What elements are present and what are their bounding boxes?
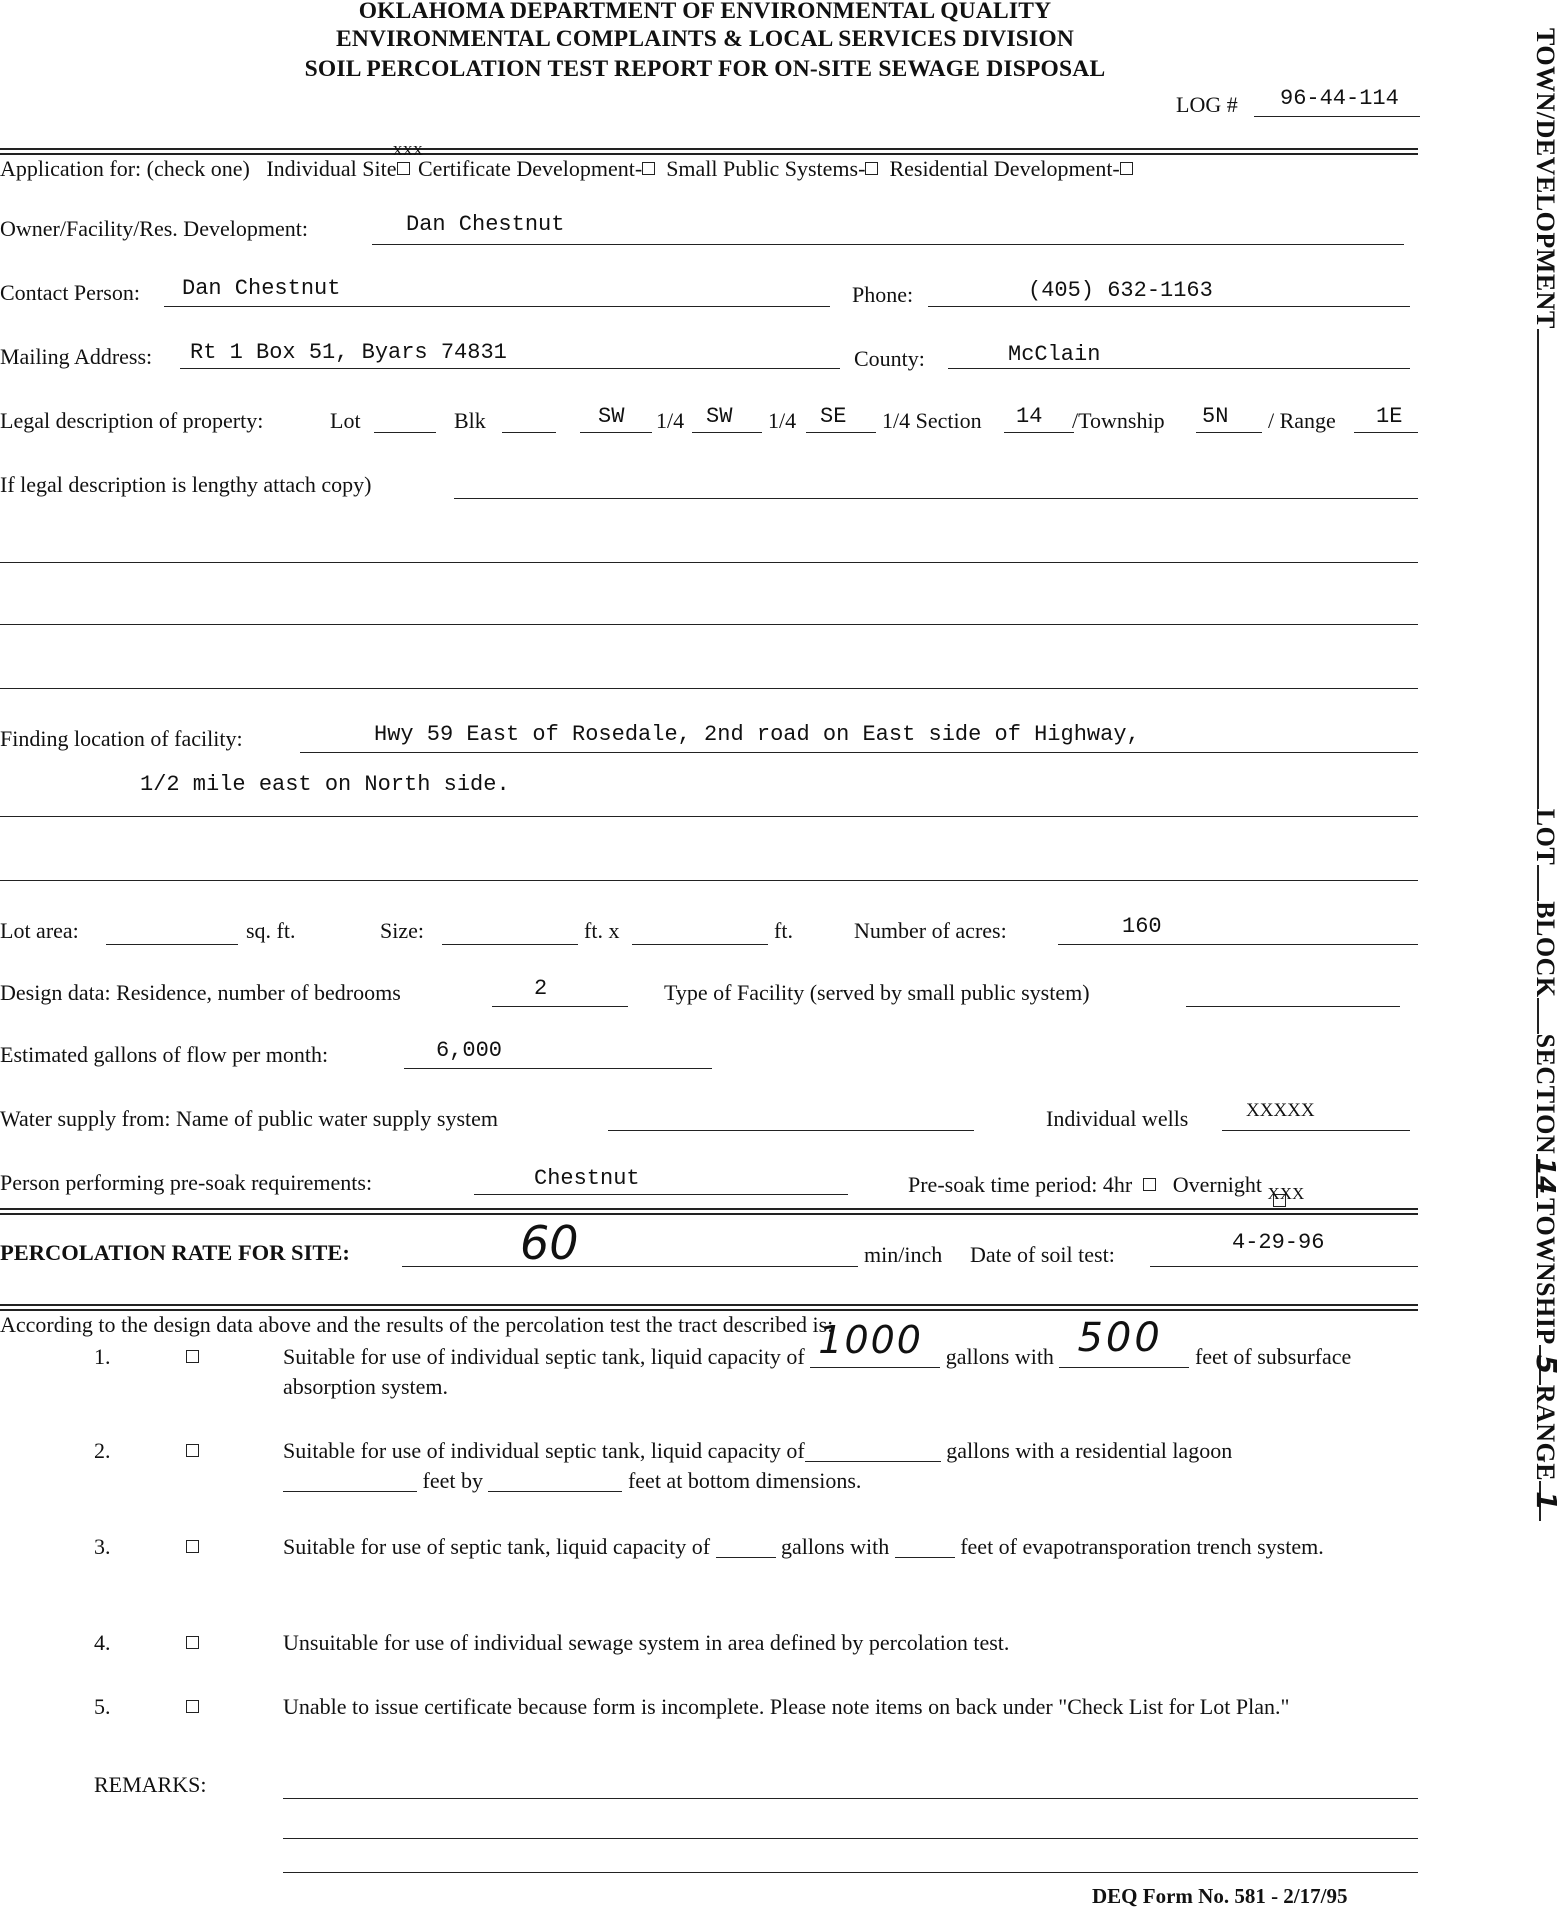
flow-line: [404, 1068, 712, 1069]
soil-date-line: [1150, 1266, 1418, 1267]
township-line: [1196, 432, 1262, 433]
remarks-line-3: [283, 1872, 1418, 1873]
side-lot-label: LOT: [1531, 808, 1560, 866]
side-section-value: 14: [1530, 1157, 1560, 1195]
county-label: County:: [854, 346, 925, 371]
perc-line: [402, 1266, 858, 1267]
county-value[interactable]: McClain: [1008, 342, 1101, 367]
result-1-b: gallons with: [945, 1344, 1054, 1369]
size-width-line: [442, 944, 578, 945]
result-5-text: [283, 1692, 1418, 1722]
soil-date-value[interactable]: 4-29-96: [1232, 1230, 1325, 1255]
quarter-3-line: [806, 432, 876, 433]
range-line: [1354, 432, 1418, 433]
result-4-a: Unsuitable for use of individual sewage system in area defined by percolation test.: [283, 1630, 1010, 1655]
remarks-line-1: [283, 1798, 1418, 1799]
bedrooms-line: [492, 1006, 628, 1007]
quarter-2-value[interactable]: SW: [706, 404, 733, 429]
result-2-text: [283, 1436, 1418, 1496]
size-length-line: [632, 944, 768, 945]
agency-name: OKLAHOMA DEPARTMENT OF ENVIRONMENTAL QUALITY: [358, 0, 1052, 24]
result-2-number: 2.: [94, 1438, 111, 1463]
result-4-text: [283, 1628, 1418, 1658]
lot-area-line: [106, 944, 238, 945]
residential-label: Residential Development-: [889, 156, 1120, 181]
lengthy-line-3: [0, 624, 1418, 625]
result-4-number: 4.: [94, 1630, 111, 1655]
mailing-label: Mailing Address:: [0, 344, 153, 369]
result-1-a: Suitable for use of individual septic tank, liquid capacity of: [283, 1344, 805, 1369]
acres-label: Number of acres:: [854, 918, 1007, 943]
quarter-1-value[interactable]: SW: [598, 404, 625, 429]
range-label: / Range: [1268, 408, 1336, 433]
section-label: 1/4 Section: [882, 408, 982, 433]
result-5-checkbox[interactable]: [186, 1700, 199, 1713]
lot-line: [374, 432, 436, 433]
side-index: [1530, 28, 1563, 1521]
presoak-line: [474, 1194, 848, 1195]
result-1-tank-value[interactable]: 1000: [818, 1318, 923, 1362]
finding-label: Finding location of facility:: [0, 726, 243, 751]
result-3-feet-line: [895, 1537, 955, 1558]
side-town-line: [1537, 329, 1561, 809]
mailing-line: [180, 368, 840, 369]
finding-line-2: [0, 816, 1418, 817]
presoak-value[interactable]: Chestnut: [534, 1166, 640, 1191]
lengthy-line-2: [0, 562, 1418, 563]
header-rule: [0, 148, 1418, 155]
side-range-line: [1530, 1481, 1563, 1521]
phone-value[interactable]: (405) 632-1163: [1028, 278, 1213, 303]
finding-value-1[interactable]: Hwy 59 East of Rosedale, 2nd road on East side of Highway,: [374, 722, 1140, 747]
facility-line: [1186, 1006, 1400, 1007]
remarks-label: REMARKS:: [94, 1772, 207, 1797]
presoak-4hr-checkbox[interactable]: [1143, 1178, 1156, 1191]
phone-line: [928, 306, 1410, 307]
log-number[interactable]: 96-44-114: [1280, 86, 1399, 111]
result-5-a: Unable to issue certificate because form is incomplete. Please note items on back under "Check List for Lot Plan.": [283, 1694, 1290, 1719]
side-range-label: RANGE: [1531, 1384, 1560, 1482]
result-5-number: 5.: [94, 1694, 111, 1719]
legal-label: Legal description of property:: [0, 408, 264, 433]
facility-label: Type of Facility (served by small public system): [664, 980, 1090, 1005]
perc-label: PERCOLATION RATE FOR SITE:: [0, 1240, 350, 1265]
range-value[interactable]: 1E: [1376, 404, 1403, 429]
township-label: /Township: [1072, 408, 1165, 433]
water-label: Water supply from: Name of public water supply system: [0, 1106, 499, 1131]
phone-label: Phone:: [852, 282, 914, 307]
contact-line: [164, 306, 830, 307]
bedrooms-value[interactable]: 2: [534, 976, 548, 1001]
side-lot-line: [1537, 865, 1561, 901]
result-2-c: feet by: [422, 1468, 483, 1493]
form-number: DEQ Form No. 581 - 2/17/95: [1092, 1884, 1348, 1908]
flow-value[interactable]: 6,000: [436, 1038, 503, 1063]
result-3-checkbox[interactable]: [186, 1540, 199, 1553]
owner-label: Owner/Facility/Res. Development:: [0, 216, 308, 241]
quarter-2-label: 1/4: [768, 408, 797, 433]
lot-label: Lot: [330, 408, 361, 433]
contact-label: Contact Person:: [0, 280, 140, 305]
log-label: LOG #: [1176, 92, 1238, 117]
owner-line: [372, 244, 1404, 245]
side-block-label: BLOCK: [1531, 901, 1560, 998]
lengthy-label: If legal description is lengthy attach copy): [0, 472, 372, 497]
blk-label: Blk: [454, 408, 486, 433]
owner-value[interactable]: Dan Chestnut: [406, 212, 565, 237]
finding-value-2[interactable]: 1/2 mile east on North side.: [140, 772, 510, 797]
township-value[interactable]: 5N: [1202, 404, 1229, 429]
ft-label: ft.: [774, 918, 793, 943]
county-line: [948, 368, 1410, 369]
finding-line-3: [0, 880, 1418, 881]
result-2-width-line: [488, 1471, 622, 1492]
quarter-1-line: [580, 432, 652, 433]
result-3-b: gallons with: [781, 1534, 890, 1559]
overnight-mark: XXX: [1267, 1184, 1305, 1203]
result-1-feet-line: [1059, 1315, 1189, 1368]
result-2-b: gallons with a residential lagoon: [946, 1438, 1233, 1463]
result-2-tank-line: [805, 1441, 941, 1462]
log-line: [1254, 116, 1420, 117]
wells-line: [1222, 1130, 1410, 1131]
results-rule: [0, 1304, 1418, 1311]
side-block-line: [1537, 998, 1561, 1034]
application-row: [0, 144, 1133, 182]
presoak-label: Person performing pre-soak requirements:: [0, 1170, 373, 1195]
result-4-checkbox[interactable]: [186, 1636, 199, 1649]
result-1-c: feet of subsurface absorption system.: [283, 1344, 1352, 1399]
flow-label: Estimated gallons of flow per month:: [0, 1042, 329, 1067]
presoak-period-label: Pre-soak time period: 4hr: [908, 1172, 1133, 1197]
form-title: SOIL PERCOLATION TEST REPORT FOR ON-SITE SEWAGE DISPOSAL: [304, 56, 1106, 82]
result-1-number: 1.: [94, 1344, 111, 1369]
sqft-label: sq. ft.: [246, 918, 296, 943]
side-section-label: SECTION: [1531, 1033, 1560, 1155]
side-township-label: TOWNSHIP: [1531, 1198, 1560, 1345]
design-label: Design data: Residence, number of bedrooms: [0, 980, 401, 1005]
result-1-feet-value[interactable]: 500: [1077, 1315, 1163, 1361]
quarter-2-line: [692, 432, 762, 433]
perc-value[interactable]: 60: [520, 1216, 579, 1270]
section-value[interactable]: 14: [1016, 404, 1043, 429]
result-3-text: [283, 1532, 1418, 1562]
application-label: Application for: (check one): [0, 156, 250, 181]
side-township-line: [1530, 1345, 1563, 1385]
soil-date-label: Date of soil test:: [970, 1242, 1115, 1267]
result-3-a: Suitable for use of septic tank, liquid capacity of: [283, 1534, 711, 1559]
small-public-label: Small Public Systems-: [666, 156, 866, 181]
result-1-checkbox[interactable]: [186, 1350, 199, 1363]
lengthy-line-1: [454, 498, 1418, 499]
residential-checkbox[interactable]: [1120, 162, 1133, 175]
section-line: [1004, 432, 1074, 433]
results-intro: According to the design data above and the results of the percolation test the tract described is:: [0, 1312, 834, 1337]
water-line: [608, 1130, 974, 1131]
lot-area-label: Lot area:: [0, 918, 79, 943]
result-2-d: feet at bottom dimensions.: [627, 1468, 862, 1493]
result-1-tank-line: [810, 1318, 940, 1368]
mailing-value[interactable]: Rt 1 Box 51, Byars 74831: [190, 340, 507, 365]
result-3-tank-line: [716, 1537, 776, 1558]
acres-line: [1058, 944, 1418, 945]
individual-site-label: Individual Site: [266, 156, 397, 181]
presoak-rule: [0, 1208, 1418, 1215]
side-town-label: TOWN/DEVELOPMENT: [1531, 28, 1560, 329]
side-township-value: 5: [1530, 1354, 1563, 1375]
quarter-3-value[interactable]: SE: [820, 404, 847, 429]
side-section-line: [1530, 1154, 1560, 1198]
size-label: Size:: [380, 918, 424, 943]
wells-label: Individual wells: [1046, 1106, 1189, 1131]
result-2-a: Suitable for use of individual septic tank, liquid capacity of: [283, 1438, 805, 1463]
individual-site-mark: XXX: [392, 144, 423, 159]
result-3-number: 3.: [94, 1534, 111, 1559]
ftx-label: ft. x: [584, 918, 620, 943]
presoak-period: [908, 1172, 1307, 1203]
overnight-label: Overnight: [1172, 1172, 1262, 1197]
side-range-value: 1: [1530, 1491, 1563, 1512]
perc-unit: min/inch: [864, 1242, 943, 1267]
certificate-label: Certificate Development-: [418, 156, 643, 181]
finding-line-1: [300, 752, 1418, 753]
certificate-checkbox[interactable]: [642, 162, 655, 175]
small-public-checkbox[interactable]: [865, 162, 878, 175]
division-name: ENVIRONMENTAL COMPLAINTS & LOCAL SERVICES DIVISION: [335, 26, 1075, 52]
quarter-1-label: 1/4: [656, 408, 685, 433]
result-2-checkbox[interactable]: [186, 1444, 199, 1457]
wells-value[interactable]: XXXXX: [1246, 1100, 1315, 1121]
result-2-length-line: [283, 1471, 417, 1492]
acres-value[interactable]: 160: [1122, 914, 1162, 939]
blk-line: [502, 432, 556, 433]
individual-site-checkbox[interactable]: [392, 144, 423, 182]
lengthy-line-4: [0, 688, 1418, 689]
remarks-line-2: [283, 1838, 1418, 1839]
contact-value[interactable]: Dan Chestnut: [182, 276, 341, 301]
result-3-c: feet of evapotransporation trench system.: [960, 1534, 1324, 1559]
